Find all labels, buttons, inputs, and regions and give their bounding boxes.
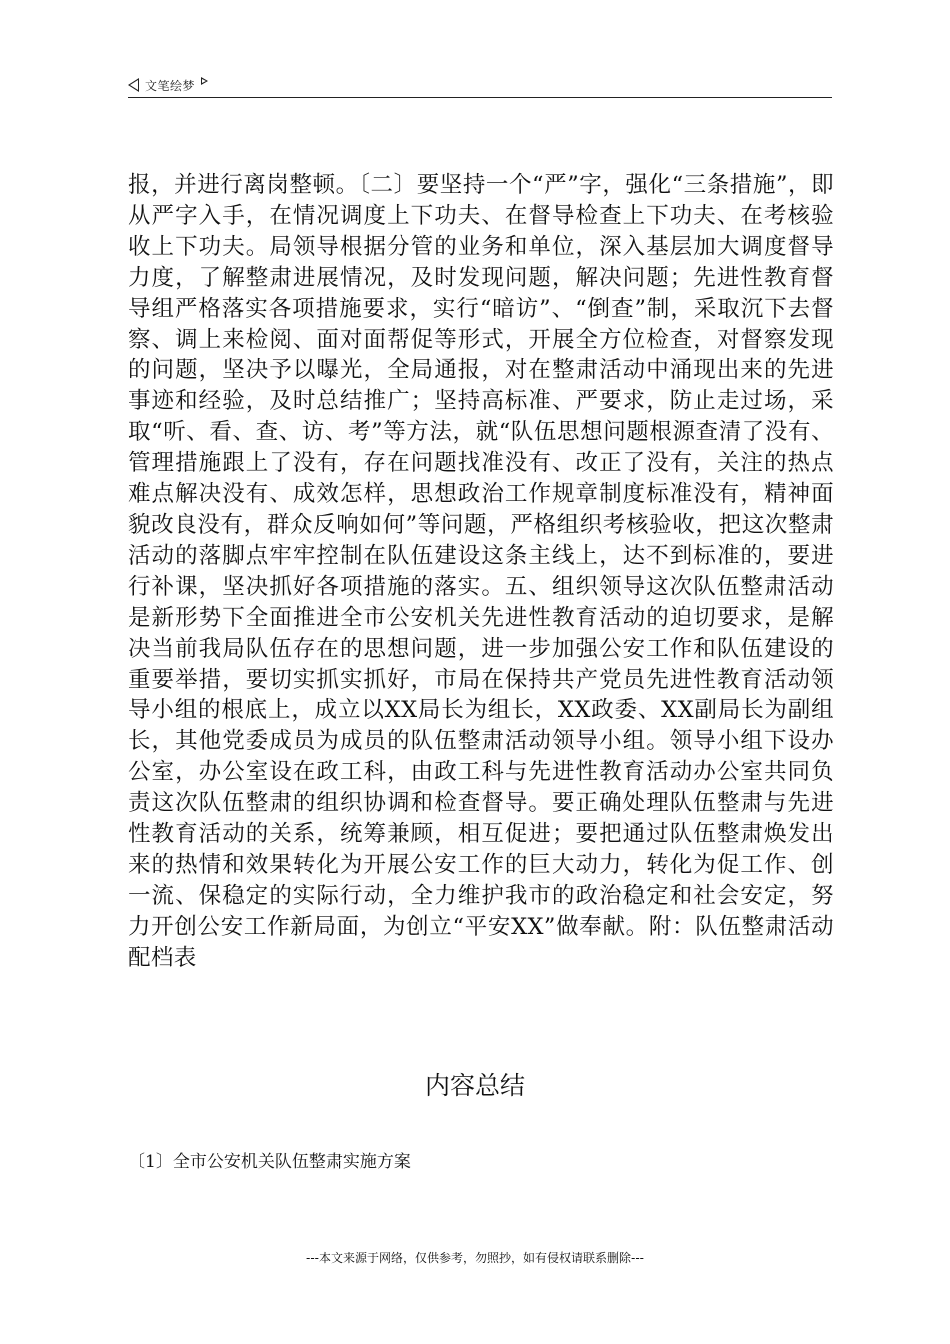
triangle-left-outline-icon	[128, 78, 139, 92]
header-brand: 文笔绘梦	[145, 78, 196, 93]
summary-title: 内容总结	[424, 1071, 525, 1100]
summary-item: 〔1〕全市公安机关队伍整肃实施方案	[128, 1152, 411, 1172]
footer-disclaimer: ---本文来源于网络，仅供参考，勿照抄，如有侵权请联系删除---	[306, 1251, 644, 1265]
header-divider	[128, 97, 832, 98]
triangle-right-outline-icon	[201, 77, 208, 85]
body-paragraph: 报，并进行离岗整顿。〔二〕要坚持一个“严”字，强化“三条措施”，即从严字入手，在情况调度上下功夫、在督导检查上下功夫、在考核验收上下功夫。局领导根据分管的业务和单位，深入基层加大调度督导力度，了解整肃进展情况，及时发现问题，解决问题；先进性教育督导组严格落实各项措施要求，实行“暗访”、“倒查”制，采取沉下去督察、调上来检阅、面对面帮促等形式，开展全方位检查，对督察发现的问题，坚决予以曝光，全局通报，对在整肃活动中涌现出来的先进事迹和经验，及时总结推广；坚持高标准、严要求，防止走过场，采取“听、看、查、访、考”等方法，就“队伍思想问题根源查清了没有、管理措施跟上了没有，存在问题找准没有、改正了没有，关注的热点难点解决没有、成效怎样，思想政治工作规章制度标准没有，精神面貌改良没有，群众反响如何”等问题，严格组织考核验收，把这次整肃活动的落脚点牢牢控制在队伍建设这条主线上，达不到标准的，要进行补课，坚决抓好各项措施的落实。五、组织领导这次队伍整肃活动是新形势下全面推进全市公安机关先进性教育活动的迫切要求，是解决当前我局队伍存在的思想问题，进一步加强公安工作和队伍建设的重要举措，要切实抓实抓好，市局在保持共产党员先进性教育活动领导小组的根底上，成立以XX局长为组长，XX政委、XX副局长为副组长，其他党委成员为成员的队伍整肃活动领导小组。领导小组下设办公室，办公室设在政工科，由政工科与先进性教育活动办公室共同负责这次队伍整肃的组织协调和检查督导。要正确处理队伍整肃与先进性教育活动的关系，统筹兼顾，相互促进；要把通过队伍整肃焕发出来的热情和效果转化为开展公安工作的巨大动力，转化为促工作、创一流、保稳定的实际行动，全力维护我市的政治稳定和社会安定，努力开创公安工作新局面，为创立“平安XX”做奉献。附：队伍整肃活动配档表	[128, 172, 834, 971]
page-header	[128, 74, 208, 96]
